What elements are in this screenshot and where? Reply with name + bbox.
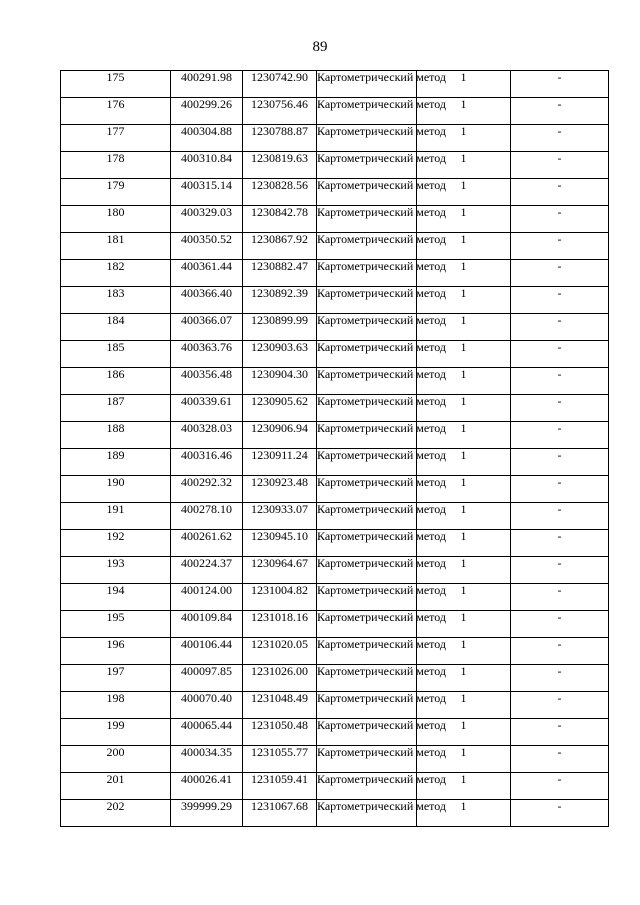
point-number-cell: 194 — [61, 584, 171, 611]
accuracy-cell: 1 — [417, 260, 511, 287]
x-coordinate-cell: 400124.00 — [171, 584, 243, 611]
note-cell: - — [511, 557, 609, 584]
accuracy-cell: 1 — [417, 503, 511, 530]
point-number-cell: 192 — [61, 530, 171, 557]
method-cell: Картометрический метод — [317, 233, 417, 260]
method-cell: Картометрический метод — [317, 584, 417, 611]
x-coordinate-cell: 400339.61 — [171, 395, 243, 422]
y-coordinate-cell: 1230756.46 — [243, 98, 317, 125]
point-number-cell: 197 — [61, 665, 171, 692]
x-coordinate-cell: 400261.62 — [171, 530, 243, 557]
method-cell: Картометрический метод — [317, 692, 417, 719]
x-coordinate-cell: 400292.32 — [171, 476, 243, 503]
x-coordinate-cell: 400304.88 — [171, 125, 243, 152]
table-row — [61, 719, 609, 746]
y-coordinate-cell: 1230964.67 — [243, 557, 317, 584]
method-cell: Картометрический метод — [317, 773, 417, 800]
table-row — [61, 584, 609, 611]
y-coordinate-cell: 1231059.41 — [243, 773, 317, 800]
method-cell: Картометрический метод — [317, 719, 417, 746]
accuracy-cell: 1 — [417, 368, 511, 395]
method-cell: Картометрический метод — [317, 449, 417, 476]
accuracy-cell: 1 — [417, 125, 511, 152]
accuracy-cell: 1 — [417, 692, 511, 719]
x-coordinate-cell: 400299.26 — [171, 98, 243, 125]
y-coordinate-cell: 1230819.63 — [243, 152, 317, 179]
table-row — [61, 125, 609, 152]
point-number-cell: 193 — [61, 557, 171, 584]
point-number-cell: 175 — [61, 71, 171, 98]
y-coordinate-cell: 1230828.56 — [243, 179, 317, 206]
y-coordinate-cell: 1231050.48 — [243, 719, 317, 746]
x-coordinate-cell: 399999.29 — [171, 800, 243, 827]
note-cell: - — [511, 665, 609, 692]
note-cell: - — [511, 98, 609, 125]
point-number-cell: 178 — [61, 152, 171, 179]
y-coordinate-cell: 1230842.78 — [243, 206, 317, 233]
point-number-cell: 182 — [61, 260, 171, 287]
accuracy-cell: 1 — [417, 98, 511, 125]
y-coordinate-cell: 1230945.10 — [243, 530, 317, 557]
method-cell: Картометрический метод — [317, 314, 417, 341]
x-coordinate-cell: 400109.84 — [171, 611, 243, 638]
table-row — [61, 314, 609, 341]
y-coordinate-cell: 1231048.49 — [243, 692, 317, 719]
table-row — [61, 98, 609, 125]
table-row — [61, 503, 609, 530]
y-coordinate-cell: 1230882.47 — [243, 260, 317, 287]
y-coordinate-cell: 1231067.68 — [243, 800, 317, 827]
point-number-cell: 186 — [61, 368, 171, 395]
table-row — [61, 71, 609, 98]
x-coordinate-cell: 400070.40 — [171, 692, 243, 719]
y-coordinate-cell: 1231026.00 — [243, 665, 317, 692]
point-number-cell: 199 — [61, 719, 171, 746]
point-number-cell: 200 — [61, 746, 171, 773]
x-coordinate-cell: 400361.44 — [171, 260, 243, 287]
point-number-cell: 181 — [61, 233, 171, 260]
table-row — [61, 152, 609, 179]
page-number: 89 — [312, 39, 328, 55]
note-cell: - — [511, 692, 609, 719]
y-coordinate-cell: 1230906.94 — [243, 422, 317, 449]
accuracy-cell: 1 — [417, 773, 511, 800]
note-cell: - — [511, 71, 609, 98]
table-row — [61, 773, 609, 800]
y-coordinate-cell: 1230923.48 — [243, 476, 317, 503]
method-cell: Картометрический метод — [317, 665, 417, 692]
accuracy-cell: 1 — [417, 557, 511, 584]
table-row — [61, 287, 609, 314]
point-number-cell: 195 — [61, 611, 171, 638]
table-row — [61, 530, 609, 557]
method-cell: Картометрический метод — [317, 152, 417, 179]
y-coordinate-cell: 1230892.39 — [243, 287, 317, 314]
note-cell: - — [511, 260, 609, 287]
accuracy-cell: 1 — [417, 287, 511, 314]
x-coordinate-cell: 400356.48 — [171, 368, 243, 395]
table-row — [61, 341, 609, 368]
method-cell: Картометрический метод — [317, 341, 417, 368]
note-cell: - — [511, 125, 609, 152]
point-number-cell: 183 — [61, 287, 171, 314]
table-row — [61, 665, 609, 692]
x-coordinate-cell: 400224.37 — [171, 557, 243, 584]
point-number-cell: 201 — [61, 773, 171, 800]
x-coordinate-cell: 400366.40 — [171, 287, 243, 314]
note-cell: - — [511, 395, 609, 422]
method-cell: Картометрический метод — [317, 476, 417, 503]
y-coordinate-cell: 1230904.30 — [243, 368, 317, 395]
point-number-cell: 196 — [61, 638, 171, 665]
note-cell: - — [511, 152, 609, 179]
x-coordinate-cell: 400310.84 — [171, 152, 243, 179]
note-cell: - — [511, 449, 609, 476]
note-cell: - — [511, 422, 609, 449]
accuracy-cell: 1 — [417, 665, 511, 692]
table-row — [61, 206, 609, 233]
point-number-cell: 185 — [61, 341, 171, 368]
x-coordinate-cell: 400363.76 — [171, 341, 243, 368]
note-cell: - — [511, 206, 609, 233]
method-cell: Картометрический метод — [317, 611, 417, 638]
y-coordinate-cell: 1231055.77 — [243, 746, 317, 773]
method-cell: Картометрический метод — [317, 71, 417, 98]
x-coordinate-cell: 400034.35 — [171, 746, 243, 773]
x-coordinate-cell: 400106.44 — [171, 638, 243, 665]
coordinates-table-body — [61, 71, 609, 827]
note-cell: - — [511, 800, 609, 827]
accuracy-cell: 1 — [417, 179, 511, 206]
accuracy-cell: 1 — [417, 584, 511, 611]
note-cell: - — [511, 719, 609, 746]
method-cell: Картометрический метод — [317, 530, 417, 557]
table-row — [61, 395, 609, 422]
point-number-cell: 180 — [61, 206, 171, 233]
x-coordinate-cell: 400329.03 — [171, 206, 243, 233]
accuracy-cell: 1 — [417, 422, 511, 449]
accuracy-cell: 1 — [417, 530, 511, 557]
table-row — [61, 557, 609, 584]
note-cell: - — [511, 314, 609, 341]
point-number-cell: 176 — [61, 98, 171, 125]
point-number-cell: 189 — [61, 449, 171, 476]
method-cell: Картометрический метод — [317, 260, 417, 287]
table-row — [61, 746, 609, 773]
y-coordinate-cell: 1230867.92 — [243, 233, 317, 260]
method-cell: Картометрический метод — [317, 125, 417, 152]
note-cell: - — [511, 638, 609, 665]
note-cell: - — [511, 179, 609, 206]
y-coordinate-cell: 1231018.16 — [243, 611, 317, 638]
accuracy-cell: 1 — [417, 314, 511, 341]
table-row — [61, 449, 609, 476]
accuracy-cell: 1 — [417, 152, 511, 179]
coordinates-table — [60, 70, 609, 827]
table-row — [61, 368, 609, 395]
x-coordinate-cell: 400291.98 — [171, 71, 243, 98]
y-coordinate-cell: 1230742.90 — [243, 71, 317, 98]
accuracy-cell: 1 — [417, 719, 511, 746]
method-cell: Картометрический метод — [317, 395, 417, 422]
method-cell: Картометрический метод — [317, 557, 417, 584]
table-row — [61, 422, 609, 449]
y-coordinate-cell: 1231004.82 — [243, 584, 317, 611]
table-row — [61, 476, 609, 503]
note-cell: - — [511, 476, 609, 503]
method-cell: Картометрический метод — [317, 800, 417, 827]
y-coordinate-cell: 1230911.24 — [243, 449, 317, 476]
accuracy-cell: 1 — [417, 341, 511, 368]
y-coordinate-cell: 1230788.87 — [243, 125, 317, 152]
note-cell: - — [511, 584, 609, 611]
method-cell: Картометрический метод — [317, 503, 417, 530]
accuracy-cell: 1 — [417, 746, 511, 773]
y-coordinate-cell: 1230903.63 — [243, 341, 317, 368]
y-coordinate-cell: 1230933.07 — [243, 503, 317, 530]
accuracy-cell: 1 — [417, 638, 511, 665]
method-cell: Картометрический метод — [317, 638, 417, 665]
x-coordinate-cell: 400315.14 — [171, 179, 243, 206]
table-row — [61, 800, 609, 827]
note-cell: - — [511, 341, 609, 368]
accuracy-cell: 1 — [417, 449, 511, 476]
x-coordinate-cell: 400065.44 — [171, 719, 243, 746]
accuracy-cell: 1 — [417, 71, 511, 98]
method-cell: Картометрический метод — [317, 746, 417, 773]
table-row — [61, 233, 609, 260]
point-number-cell: 191 — [61, 503, 171, 530]
point-number-cell: 202 — [61, 800, 171, 827]
accuracy-cell: 1 — [417, 611, 511, 638]
point-number-cell: 187 — [61, 395, 171, 422]
point-number-cell: 190 — [61, 476, 171, 503]
table-row — [61, 611, 609, 638]
point-number-cell: 184 — [61, 314, 171, 341]
accuracy-cell: 1 — [417, 233, 511, 260]
y-coordinate-cell: 1231020.05 — [243, 638, 317, 665]
method-cell: Картометрический метод — [317, 206, 417, 233]
y-coordinate-cell: 1230899.99 — [243, 314, 317, 341]
table-row — [61, 638, 609, 665]
note-cell: - — [511, 773, 609, 800]
x-coordinate-cell: 400097.85 — [171, 665, 243, 692]
x-coordinate-cell: 400366.07 — [171, 314, 243, 341]
x-coordinate-cell: 400278.10 — [171, 503, 243, 530]
accuracy-cell: 1 — [417, 206, 511, 233]
note-cell: - — [511, 503, 609, 530]
accuracy-cell: 1 — [417, 395, 511, 422]
point-number-cell: 177 — [61, 125, 171, 152]
method-cell: Картометрический метод — [317, 98, 417, 125]
note-cell: - — [511, 611, 609, 638]
accuracy-cell: 1 — [417, 800, 511, 827]
method-cell: Картометрический метод — [317, 368, 417, 395]
point-number-cell: 179 — [61, 179, 171, 206]
method-cell: Картометрический метод — [317, 287, 417, 314]
x-coordinate-cell: 400026.41 — [171, 773, 243, 800]
method-cell: Картометрический метод — [317, 422, 417, 449]
note-cell: - — [511, 746, 609, 773]
x-coordinate-cell: 400316.46 — [171, 449, 243, 476]
x-coordinate-cell: 400350.52 — [171, 233, 243, 260]
x-coordinate-cell: 400328.03 — [171, 422, 243, 449]
note-cell: - — [511, 287, 609, 314]
point-number-cell: 188 — [61, 422, 171, 449]
table-row — [61, 692, 609, 719]
note-cell: - — [511, 368, 609, 395]
table-row — [61, 179, 609, 206]
table-row — [61, 260, 609, 287]
point-number-cell: 198 — [61, 692, 171, 719]
note-cell: - — [511, 530, 609, 557]
y-coordinate-cell: 1230905.62 — [243, 395, 317, 422]
note-cell: - — [511, 233, 609, 260]
accuracy-cell: 1 — [417, 476, 511, 503]
method-cell: Картометрический метод — [317, 179, 417, 206]
